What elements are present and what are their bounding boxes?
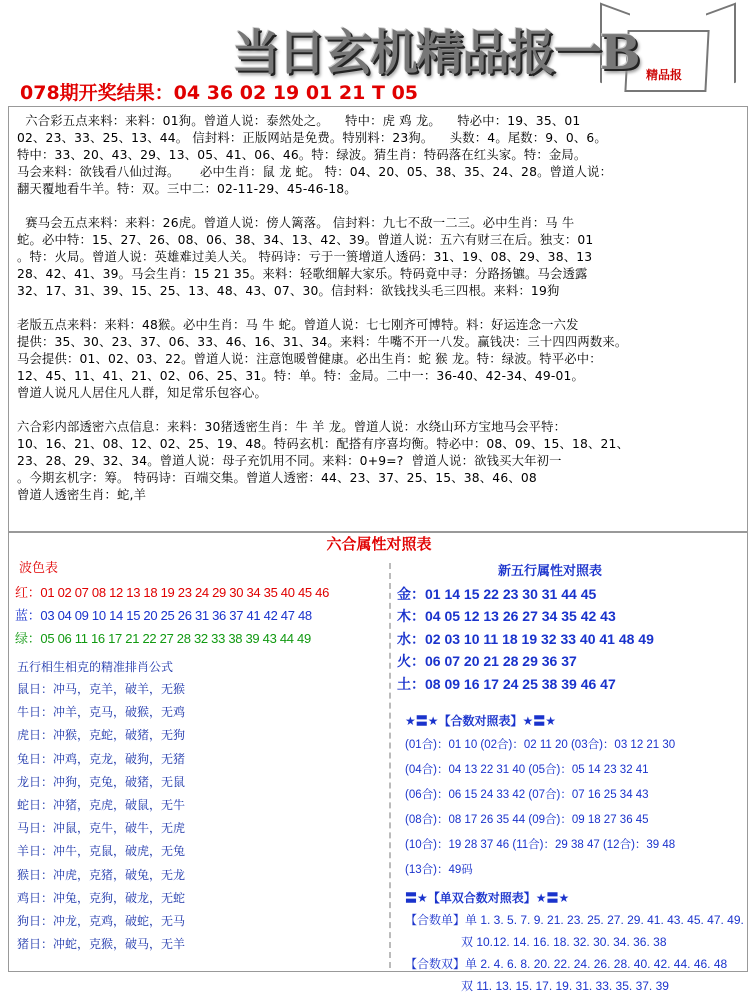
he-row: (01合)：01 10 (02合)：02 11 20 (03合)：03 12 21 30 — [405, 738, 676, 751]
wuxing-row: 羊日：冲牛，克鼠，破虎，无兔 — [17, 844, 186, 859]
he-row: (08合)：08 17 26 35 44 (09合)：09 18 27 36 45 — [405, 813, 649, 826]
badge-label: 精品报 — [646, 68, 683, 82]
wuxing-row: 猴日：冲虎，克猪，破兔，无龙 — [17, 867, 186, 882]
paragraph-liuhecai: 六合彩五点来料：来料：01狗。曾道人说：泰然处之。 特中：虎 鸡 龙。 特必中：19、35、01 02、23、33、25、13、44。 信封料：正版网站是免费。特别料：23狗。 头数：4。尾数：9、0、6。 特中：33、20、43、29、13、05、41、06、46。特：绿波。猜生肖：特码落在红头家。特：金局。 马会来料：欲钱看八仙过海。 必中生肖：鼠 龙 蛇。 特：04、20、05、38、35、24、28。曾道人说： 翻天覆地看牛羊。特：双。三中二：02-11-29、45-46-18。 — [17, 114, 613, 196]
right-column — [397, 557, 743, 997]
wuxing-row: 虎日：冲猴，克蛇，破猪，无狗 — [17, 728, 186, 743]
paragraph-neibu: 六合彩内部透密六点信息：来料：30猪透密生肖：牛 羊 龙。曾道人说：水绕山环方宝地马会平特： 10、16、21、08、12、02、25、19、48。特码玄机：配搭有序喜均衡。特必中：08、09、15、18、21、 23、28、29、32、34。曾道人说：母子充饥用不同。来料：0+9=? 曾道人说：欲钱买大年初一 。今期玄机字：筹。 特码诗：百端交集。曾道人透密：44、23、37、25、15、38、46、08 曾道人透密生肖：蛇,羊 — [17, 420, 630, 502]
element-numbers: 01 14 15 22 23 30 31 44 45 — [425, 586, 597, 602]
wave-green-row: 绿：05 06 11 16 17 21 22 27 28 32 33 38 39 43 44 49 — [15, 631, 311, 646]
he-row: (04合)：04 13 22 31 40 (05合)：05 14 23 32 41 — [405, 763, 649, 776]
element-label: 火： — [397, 653, 425, 670]
wuxing-row: 龙日：冲狗，克兔，破猪，无鼠 — [17, 774, 186, 789]
element-numbers: 02 03 10 11 18 19 32 33 40 41 48 49 — [425, 630, 654, 647]
element-label: 木： — [397, 608, 425, 625]
wave-table-title: 波色表 — [19, 561, 59, 576]
he-table-title: ★〓★【合数对照表】★〓★ — [405, 713, 557, 728]
paragraph-saimahui: 赛马会五点来料：来料：26虎。曾道人说：傍人篱落。 信封料：九七不敌一二三。必中生肖：马 牛 蛇。必中特：15、27、26、08、06、38、34、13、42、39。曾道人说：五六有财三在后。独支：01 。特：火局。曾道人说：英雄难过美人关。 特码诗：亏于一篑增道人透码：31、19、08、29、38、13 28、42、41、39。马会生肖：15 21 35。来料：轻歌细解大家乐。特码竟中寻：分路扬镳。马会透露 32、17、31、39、15、25、13、48、43、07、30。信封料：欲钱找头毛三四根。来料：19狗 — [17, 216, 594, 298]
he-row: (13合)：49码 — [405, 863, 473, 876]
five-element-row — [397, 650, 743, 672]
element-label: 水： — [397, 630, 425, 647]
he-row: (06合)：06 15 24 33 42 (07合)：07 16 25 34 43 — [405, 788, 649, 801]
wave-blue-row: 蓝：03 04 09 10 14 15 20 25 26 31 36 37 41 42 47 48 — [15, 608, 312, 623]
wuxing-row: 牛日：冲羊，克马，破猴，无鸡 — [17, 705, 186, 720]
wuxing-row: 鸡日：冲兔，克狗，破龙，无蛇 — [17, 890, 186, 905]
left-column — [15, 557, 383, 956]
ds-single-cont: 双 10.12. 14. 16. 18. 32. 30. 34. 36. 38 — [461, 934, 667, 949]
paragraph-laoban: 老版五点来料：来料：48猴。必中生肖：马 牛 蛇。曾道人说：七七刚齐可博特。料：好运连念一六发 提供：35、30、23、37、06、33、46、16、31、34。来料：牛嘴不开一八发。赢钱决：三十四四两数来。 马会提供：01、02、03、22。曾道人说：注意饱暖曾健康。必出生肖：蛇 猴 龙。特：绿波。特平必中： 12、45、11、41、21、02、06、25、31。特：单。特：金局。二中一：36-40、42-34、49-01。 曾道人说凡人居住凡人群，知足常乐包容心。 — [17, 318, 628, 400]
element-numbers: 08 09 16 17 24 25 38 39 46 47 — [425, 675, 616, 692]
five-element-row — [397, 628, 743, 650]
header-banner — [0, 0, 756, 105]
five-element-row — [397, 583, 743, 605]
wuxing-row: 马日：冲鼠，克牛，破牛，无虎 — [17, 821, 186, 836]
ds-double-row: 【合数双】单 2. 4. 6. 8. 20. 22. 24. 26. 28. 40. 42. 44. 46. 48 — [405, 956, 728, 971]
wuxing-formula-title: 五行相生相克的精准排肖公式 — [17, 660, 174, 674]
banner-ribbon-right — [706, 3, 736, 94]
wuxing-row: 蛇日：冲猪，克虎，破鼠，无牛 — [17, 797, 186, 812]
page-title: 当日玄机精品报一B — [232, 25, 639, 81]
draw-result: 078期开奖结果：04 36 02 19 01 21 T 05 — [20, 82, 419, 104]
element-numbers: 04 05 12 13 26 27 34 35 42 43 — [425, 608, 616, 625]
he-row: (10合)：19 28 37 46 (11合)：29 38 47 (12合)：39 48 — [405, 838, 676, 851]
ds-single-row: 【合数单】单 1. 3. 5. 7. 9. 21. 23. 25. 27. 29. 41. 43. 45. 47. 49. — [405, 912, 744, 927]
wave-red-row: 红：01 02 07 08 12 13 18 19 23 24 29 30 34 35 40 45 46 — [15, 585, 330, 600]
attribute-table-panel — [8, 532, 748, 993]
wuxing-row: 鼠日：冲马，克羊，破羊，无猴 — [17, 682, 186, 696]
section-title: 六合属性对照表 — [326, 535, 432, 553]
ds-double-cont: 双 11. 13. 15. 17. 19. 31. 33. 35. 37. 39 — [461, 978, 669, 993]
five-elements-title: 新五行属性对照表 — [497, 564, 602, 579]
wuxing-row: 猪日：冲蛇，克猴，破马，无羊 — [17, 937, 186, 952]
five-element-row — [397, 605, 743, 627]
five-element-row — [397, 673, 743, 695]
element-label: 土： — [397, 675, 425, 692]
element-numbers: 06 07 20 21 28 29 36 37 — [425, 653, 577, 670]
wuxing-row: 狗日：冲龙，克鸡，破蛇，无马 — [17, 913, 186, 928]
forecast-text-panel — [8, 106, 748, 532]
wuxing-row: 兔日：冲鸡，克龙，破狗，无猪 — [17, 751, 186, 766]
element-label: 金： — [397, 586, 425, 602]
ds-table-title: 〓★【单双合数对照表】★〓★ — [405, 890, 570, 905]
column-divider — [389, 563, 391, 968]
